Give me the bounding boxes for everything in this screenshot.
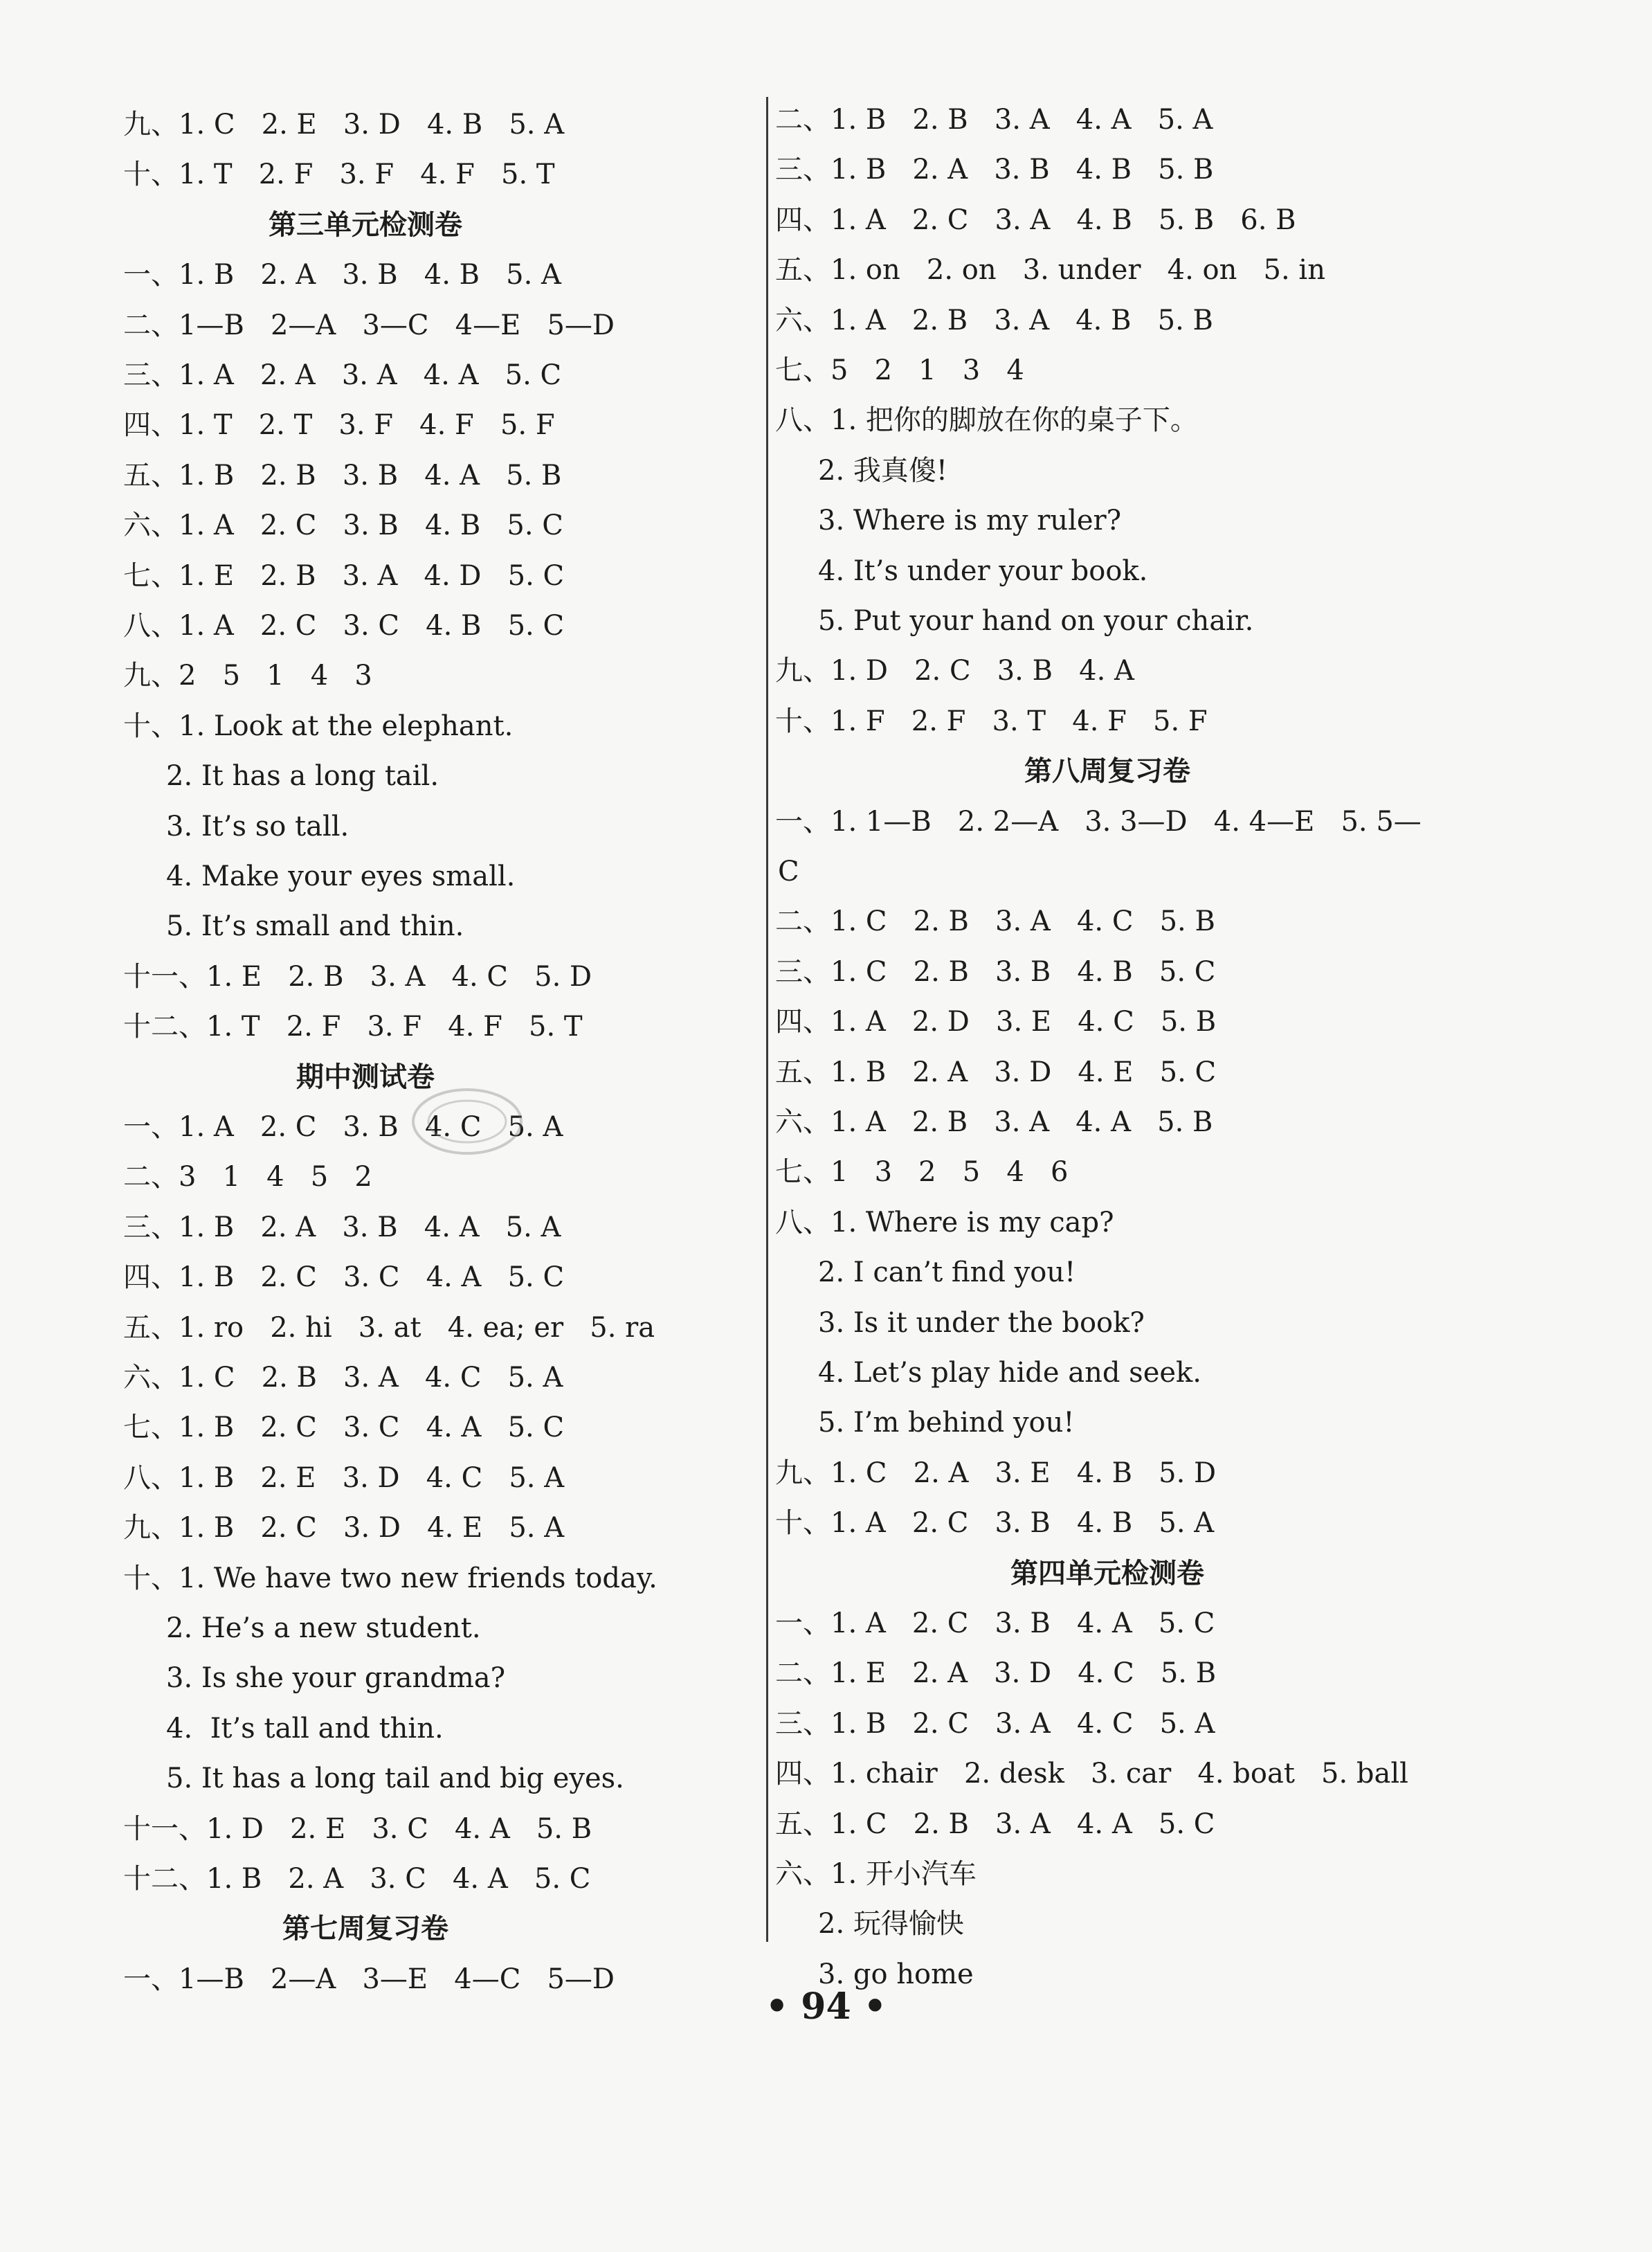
answer-line: 九、1. C 2. E 3. D 4. B 5. A [123, 109, 565, 141]
answer-line: 二、1—B 2—A 3—C 4—E 5—D [123, 309, 615, 341]
section-heading: 第七周复习卷 [282, 1912, 448, 1945]
page-number: • 94 • [765, 1985, 887, 2028]
answer-line: 四、1. chair 2. desk 3. car 4. boat 5. ball [775, 1758, 1408, 1790]
answer-line: 2. It has a long tail. [166, 760, 439, 793]
answer-line: 五、1. C 2. B 3. A 4. A 5. C [775, 1808, 1215, 1840]
answer-line: 二、1. B 2. B 3. A 4. A 5. A [775, 104, 1213, 136]
section-heading: 第四单元检测卷 [1010, 1556, 1204, 1589]
answer-line: 四、1. A 2. C 3. A 4. B 5. B 6. B [775, 204, 1296, 236]
answer-line: 3. Is she your grandma? [166, 1662, 506, 1695]
answer-line: 七、1 3 2 5 4 6 [775, 1156, 1069, 1189]
answer-line: 十、1. Look at the elephant. [123, 710, 514, 742]
answer-line: 八、1. B 2. E 3. D 4. C 5. A [123, 1461, 565, 1494]
answer-line: 八、1. 把你的脚放在你的桌子下。 [775, 404, 1198, 437]
answer-line: 4. It’s tall and thin. [166, 1712, 444, 1745]
answer-line: 十二、1. T 2. F 3. F 4. F 5. T [123, 1011, 583, 1043]
answer-line: 5. Put your hand on your chair. [818, 605, 1254, 637]
answer-line: 六、1. A 2. B 3. A 4. A 5. B [775, 1106, 1213, 1138]
answer-line: 九、1. B 2. C 3. D 4. E 5. A [123, 1512, 565, 1544]
section-heading: 第八周复习卷 [1024, 755, 1190, 788]
answer-line: 3. Is it under the book? [818, 1306, 1145, 1339]
answer-line: 一、1—B 2—A 3—E 4—C 5—D [123, 1963, 615, 1995]
answer-line: 九、1. C 2. A 3. E 4. B 5. D [775, 1457, 1217, 1489]
answer-line: 八、1. Where is my cap? [775, 1206, 1114, 1238]
answer-line: 七、1. E 2. B 3. A 4. D 5. C [123, 559, 565, 592]
answer-line: 十、1. We have two new friends today. [123, 1562, 657, 1594]
answer-line: 五、1. B 2. B 3. B 4. A 5. B [123, 459, 562, 492]
answer-line: 十、1. T 2. F 3. F 4. F 5. T [123, 159, 555, 191]
answer-line: 三、1. A 2. A 3. A 4. A 5. C [123, 359, 562, 391]
answer-line: 六、1. 开小汽车 [775, 1858, 977, 1890]
answer-line: 二、1. E 2. A 3. D 4. C 5. B [775, 1657, 1217, 1690]
answer-line: 四、1. B 2. C 3. C 4. A 5. C [123, 1261, 565, 1294]
watermark-stamp [408, 1083, 526, 1160]
answer-line: 3. It’s so tall. [166, 810, 350, 843]
answer-line: 十一、1. D 2. E 3. C 4. A 5. B [123, 1812, 592, 1845]
section-heading: 期中测试卷 [296, 1060, 435, 1093]
answer-line: 2. I can’t find you! [818, 1256, 1076, 1289]
answer-line: 六、1. A 2. B 3. A 4. B 5. B [775, 304, 1213, 336]
answer-line: 四、1. A 2. D 3. E 4. C 5. B [775, 1006, 1217, 1038]
answer-line: 五、1. ro 2. hi 3. at 4. ea; er 5. ra [123, 1311, 655, 1344]
answer-line: 2. He’s a new student. [166, 1612, 481, 1644]
answer-line: 5. I’m behind you! [818, 1407, 1075, 1439]
answer-line: 三、1. B 2. C 3. A 4. C 5. A [775, 1707, 1215, 1740]
answer-line: 三、1. B 2. A 3. B 4. A 5. A [123, 1211, 561, 1243]
answer-line: 二、3 1 4 5 2 [123, 1161, 372, 1193]
answer-line: 二、1. C 2. B 3. A 4. C 5. B [775, 906, 1215, 938]
answer-line: 十一、1. E 2. B 3. A 4. C 5. D [123, 960, 592, 993]
column-divider [766, 97, 768, 1942]
answer-line: 十、1. A 2. C 3. B 4. B 5. A [775, 1507, 1215, 1540]
answer-line: 六、1. A 2. C 3. B 4. B 5. C [123, 510, 563, 542]
answer-line: 五、1. B 2. A 3. D 4. E 5. C [775, 1056, 1217, 1088]
answer-line: 十、1. F 2. F 3. T 4. F 5. F [775, 705, 1208, 737]
answer-line: 2. 玩得愉快 [818, 1908, 964, 1940]
answer-line: 一、1. A 2. C 3. B 4. A 5. C [775, 1607, 1215, 1639]
answer-line: 四、1. T 2. T 3. F 4. F 5. F [123, 409, 555, 442]
answer-line: 4. It’s under your book. [818, 555, 1148, 587]
answer-line: 一、1. A 2. C 3. B 4. C 5. A [123, 1111, 563, 1143]
answer-line: 5. It’s small and thin. [166, 910, 464, 943]
answer-line: 2. 我真傻! [818, 454, 947, 487]
section-heading: 第三单元检测卷 [269, 208, 462, 241]
answer-line: C [778, 856, 799, 888]
answer-line: 十二、1. B 2. A 3. C 4. A 5. C [123, 1863, 591, 1895]
answer-line: 五、1. on 2. on 3. under 4. on 5. in [775, 254, 1325, 287]
answer-line: 七、5 2 1 3 4 [775, 354, 1024, 386]
answer-line: 3. go home [818, 1958, 974, 1990]
answer-line: 九、2 5 1 4 3 [123, 660, 372, 692]
answer-line: 一、1. 1—B 2. 2—A 3. 3—D 4. 4—E 5. 5— [775, 805, 1422, 838]
answer-line: 六、1. C 2. B 3. A 4. C 5. A [123, 1362, 563, 1394]
answer-line: 3. Where is my ruler? [818, 505, 1122, 537]
answer-line: 七、1. B 2. C 3. C 4. A 5. C [123, 1412, 565, 1444]
answer-line: 4. Make your eyes small. [166, 861, 516, 892]
answer-line: 三、1. B 2. A 3. B 4. B 5. B [775, 154, 1214, 186]
answer-line: 4. Let’s play hide and seek. [818, 1357, 1202, 1389]
answer-line: 一、1. B 2. A 3. B 4. B 5. A [123, 259, 561, 291]
answer-line: 八、1. A 2. C 3. C 4. B 5. C [123, 610, 565, 642]
answer-line: 九、1. D 2. C 3. B 4. A [775, 655, 1134, 687]
answer-line: 5. It has a long tail and big eyes. [166, 1763, 624, 1795]
answer-line: 三、1. C 2. B 3. B 4. B 5. C [775, 955, 1216, 988]
